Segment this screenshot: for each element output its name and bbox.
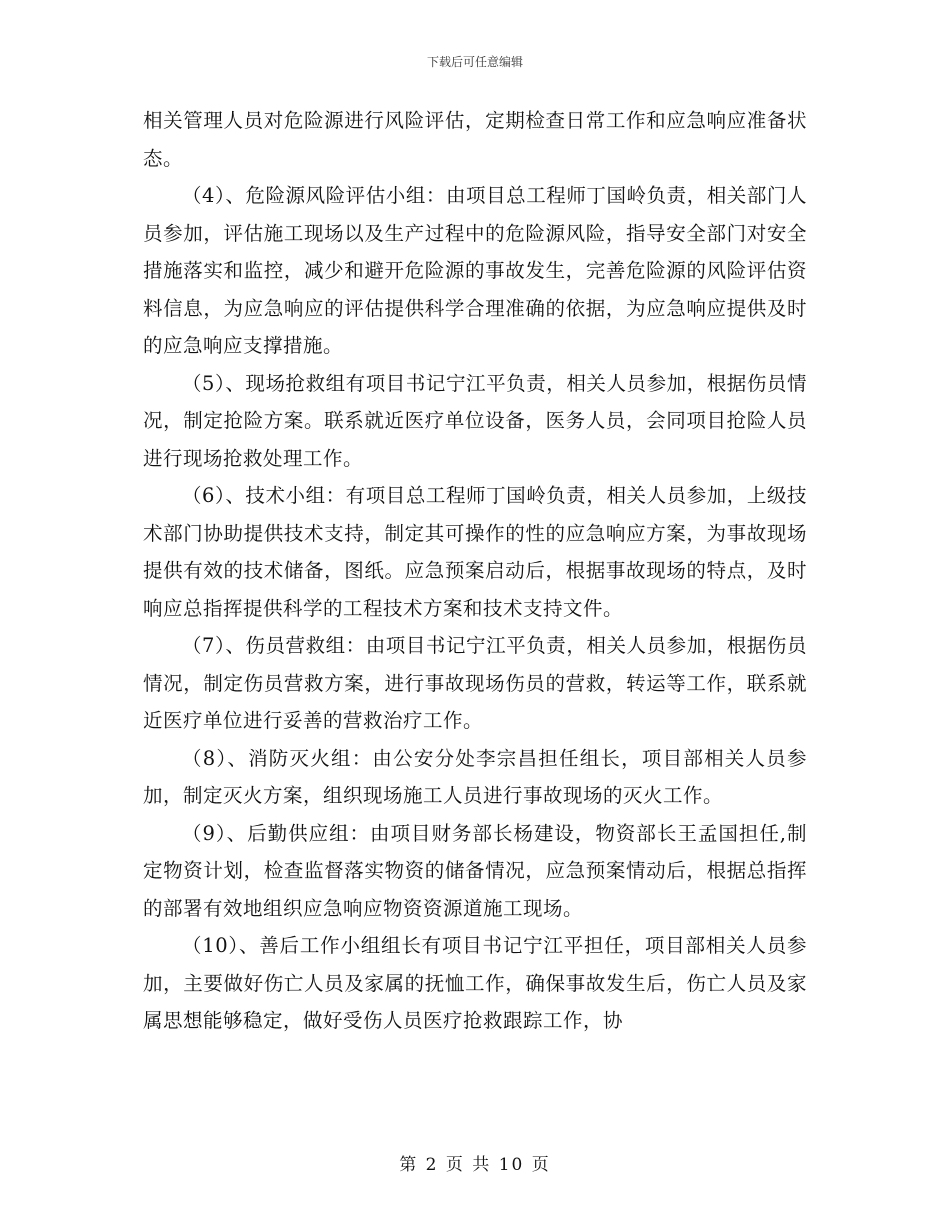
paragraph-logistics-group: （9）、后勤供应组：由项目财务部长杨建设，物资部长王孟国担任,制定物资计划，检查监督落实物资的储备情况，应急预案情动后，根据总指挥的部署有效地组织应急响应物资资源道施工现场。 (143, 821, 807, 920)
paragraph-continuation: 相关管理人员对危险源进行风险评估，定期检查日常工作和应急响应准备状态。 (143, 109, 807, 170)
paragraph-hazard-assessment-group: （4）、危险源风险评估小组：由项目总工程师丁国岭负责，相关部门人员参加，评估施工现场以及生产过程中的危险源风险，指导安全部门对安全措施落实和监控，减少和避开危险源的事故发生，完善危险源的风险评估资料信息，为应急响应的评估提供科学合理准确的依据，为应急响应提供及时的应急响应支撑措施。 (143, 184, 807, 357)
paragraph-rescue-group: （5）、现场抢救组有项目书记宁江平负责，相关人员参加，根据伤员情况，制定抢险方案。联系就近医疗单位设备，医务人员，会同项目抢险人员进行现场抢救处理工作。 (143, 371, 807, 470)
paragraph-firefighting-group: （8）、消防灭火组：由公安分处李宗昌担任组长，项目部相关人员参加，制定灭火方案，组织现场施工人员进行事故现场的灭火工作。 (143, 746, 807, 807)
document-body (143, 102, 807, 1040)
paragraph-technical-group: （6）、技术小组：有项目总工程师丁国岭负责，相关人员参加，上级技术部门协助提供技术支持，制定其可操作的性的应急响应方案，为事故现场提供有效的技术储备，图纸。应急预案启动后，根据事故现场的特点，及时响应总指挥提供科学的工程技术方案和技术支持文件。 (143, 484, 807, 620)
paragraph-casualty-rescue-group: （7）、伤员营救组：由项目书记宁江平负责，相关人员参加，根据伤员情况，制定伤员营救方案，进行事故现场伤员的营救，转运等工作，联系就近医疗单位进行妥善的营救治疗工作。 (143, 634, 807, 732)
page-header: 下载后可任意编辑 (426, 55, 523, 69)
paragraph-aftermath-group: （10）、善后工作小组组长有项目书记宁江平担任，项目部相关人员参加，主要做好伤亡人员及家属的抚恤工作，确保事故发生后，伤亡人员及家属思想能够稳定，做好受伤人员医疗抢救跟踪工作，协 (143, 934, 807, 1032)
page-number-footer: 第 2 页 共 10 页 (399, 1155, 551, 1175)
